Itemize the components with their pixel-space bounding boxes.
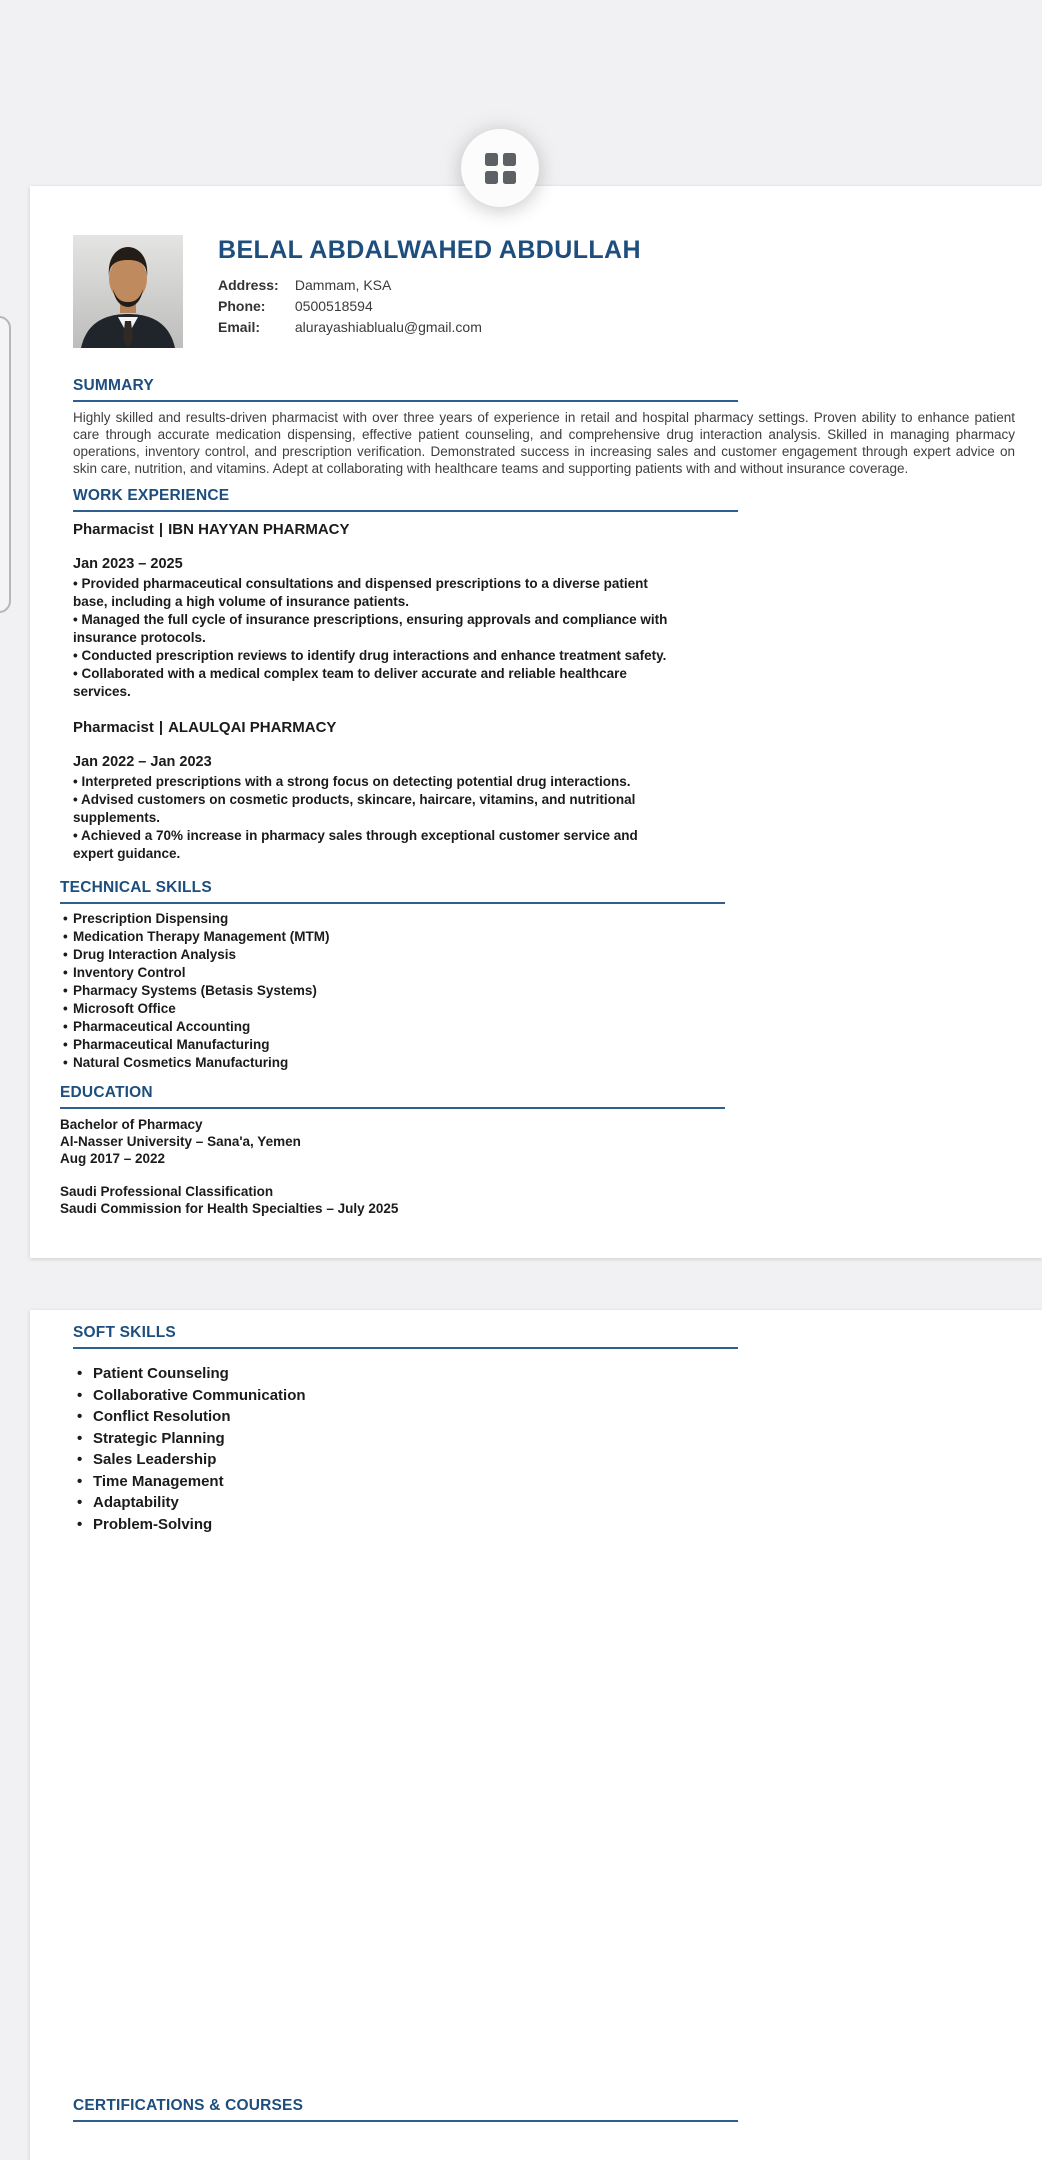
job-bullet: • Collaborated with a medical complex team to deliver accurate and reliable healthcare services. — [73, 665, 679, 701]
job-dates: Jan 2022 – Jan 2023 — [73, 754, 212, 770]
education-entry — [60, 1183, 1042, 1217]
section-education — [60, 1084, 1042, 1217]
job-company: ALAULQAI PHARMACY — [168, 719, 337, 736]
contact-value-phone: 0500518594 — [294, 298, 373, 314]
skill-item: • Microsoft Office — [60, 1000, 1042, 1018]
job-bullet: • Provided pharmaceutical consultations and dispensed prescriptions to a diverse patient base, including a high volume of insurance patients. — [73, 575, 679, 611]
contact-label-address: Address: — [218, 277, 279, 293]
soft-skill-item: • Adaptability — [77, 1492, 1042, 1514]
skill-item: • Medication Therapy Management (MTM) — [60, 928, 1042, 946]
soft-skill-item: • Sales Leadership — [77, 1449, 1042, 1471]
job-entry-1 — [73, 521, 1042, 701]
summary-text: Highly skilled and results-driven pharmacist with over three years of experience in retail and hospital pharmacy settings. Proven ability to enhance patient care through accurate medication dispensing, effective patient counseling, and comprehensive drug interaction analysis. Skilled in managing pharmacy operations, inventory control, and prescription verification. Demonstrated success in increasing sales and customer engagement through expert advice on skin care, nutrition, and vitamins. Adept at collaborating with healthcare teams and supporting patients with and without insurance coverage. — [73, 410, 1015, 476]
soft-skill-item: • Patient Counseling — [77, 1363, 1042, 1385]
job-title-line — [73, 719, 1042, 737]
section-heading-work-experience: WORK EXPERIENCE — [73, 487, 738, 512]
section-heading-certifications: CERTIFICATIONS & COURSES — [73, 2097, 738, 2122]
education-line: Saudi Commission for Health Specialties – July 2025 — [60, 1201, 399, 1216]
job-bullet: • Advised customers on cosmetic products, skincare, haircare, vitamins, and nutritional supplements. — [73, 791, 679, 827]
skill-item: • Drug Interaction Analysis — [60, 946, 1042, 964]
education-entry — [60, 1116, 1042, 1167]
job-title: Pharmacist — [73, 719, 154, 736]
contact-row-email — [218, 320, 641, 335]
candidate-name: BELAL ABDALWAHED ABDULLAH — [218, 236, 641, 264]
soft-skill-item: • Time Management — [77, 1471, 1042, 1493]
skill-item: • Prescription Dispensing — [60, 910, 1042, 928]
resume-page-1 — [30, 186, 1042, 1258]
apps-grid-button[interactable] — [461, 129, 539, 207]
job-title-line — [73, 521, 1042, 539]
contact-label-phone: Phone: — [218, 298, 266, 314]
job-bullet-list — [73, 575, 679, 701]
soft-skill-item: • Problem-Solving — [77, 1514, 1042, 1536]
skill-item: • Pharmaceutical Manufacturing — [60, 1036, 1042, 1054]
section-heading-technical-skills: TECHNICAL SKILLS — [60, 879, 725, 904]
soft-skill-item: • Collaborative Communication — [77, 1385, 1042, 1407]
resume-page-2 — [30, 1310, 1042, 2160]
section-heading-summary: SUMMARY — [73, 377, 738, 402]
section-summary — [73, 377, 1042, 477]
soft-skill-item: • Conflict Resolution — [77, 1406, 1042, 1428]
education-line: Aug 2017 – 2022 — [60, 1151, 166, 1166]
job-company: IBN HAYYAN PHARMACY — [168, 521, 350, 538]
contact-row-phone — [218, 299, 641, 314]
section-heading-soft-skills: SOFT SKILLS — [73, 1324, 738, 1349]
apps-grid-icon — [485, 153, 516, 184]
job-bullet: • Conducted prescription reviews to identify drug interactions and enhance treatment safety. — [73, 647, 679, 665]
contact-label-email: Email: — [218, 319, 261, 335]
job-bullet-list — [73, 773, 679, 863]
job-title: Pharmacist — [73, 521, 154, 538]
job-title-separator: | — [158, 719, 164, 736]
skill-item: • Inventory Control — [60, 964, 1042, 982]
contact-value-address: Dammam, KSA — [294, 277, 392, 293]
technical-skills-list — [60, 910, 1042, 1072]
education-line: Al-Nasser University – Sana'a, Yemen — [60, 1134, 301, 1149]
soft-skills-list — [77, 1363, 1042, 1535]
job-bullet: • Achieved a 70% increase in pharmacy sales through exceptional customer service and expert guidance. — [73, 827, 679, 863]
skill-item: • Natural Cosmetics Manufacturing — [60, 1054, 1042, 1072]
job-dates: Jan 2023 – 2025 — [73, 556, 183, 572]
profile-photo — [73, 235, 183, 348]
education-line: Saudi Professional Classification — [60, 1184, 274, 1199]
job-entry-2 — [73, 719, 1042, 863]
skill-item: • Pharmacy Systems (Betasis Systems) — [60, 982, 1042, 1000]
resume-header — [73, 235, 1042, 348]
job-bullet: • Interpreted prescriptions with a strong focus on detecting potential drug interactions. — [73, 773, 679, 791]
left-edge-drag-handle[interactable] — [0, 316, 11, 613]
section-work-experience — [73, 487, 1042, 863]
education-line: Bachelor of Pharmacy — [60, 1117, 203, 1132]
contact-row-address — [218, 278, 641, 293]
section-soft-skills — [73, 1324, 1042, 1535]
section-technical-skills — [60, 879, 1042, 1072]
job-title-separator: | — [158, 521, 164, 538]
contact-value-email: alurayashiablualu@gmail.com — [294, 319, 482, 335]
job-bullet: • Managed the full cycle of insurance prescriptions, ensuring approvals and compliance with insurance protocols. — [73, 611, 679, 647]
person-portrait-image — [73, 235, 183, 348]
contact-list — [218, 278, 641, 335]
soft-skill-item: • Strategic Planning — [77, 1428, 1042, 1450]
header-info — [218, 235, 641, 348]
skill-item: • Pharmaceutical Accounting — [60, 1018, 1042, 1036]
section-heading-education: EDUCATION — [60, 1084, 725, 1109]
